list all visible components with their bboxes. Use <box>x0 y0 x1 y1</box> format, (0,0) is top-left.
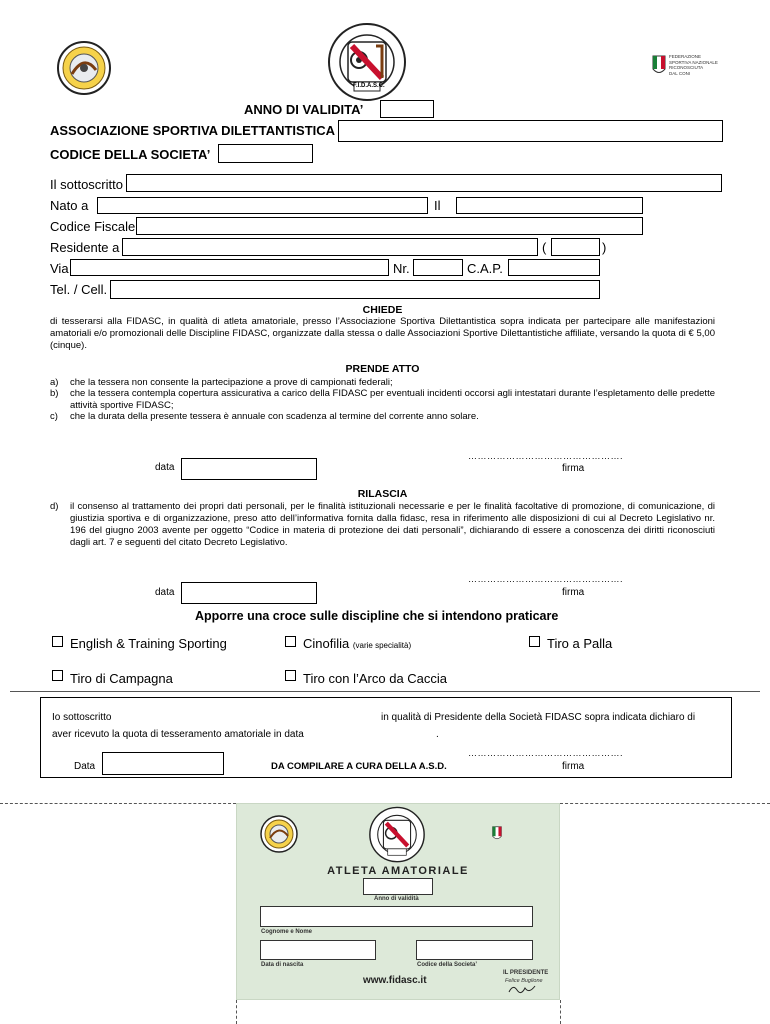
card-presidente-name: Felice Buglione <box>505 978 543 984</box>
data-nascita-field[interactable] <box>456 197 643 214</box>
coni-line2: SPORTIVA NAZIONALE <box>669 59 718 65</box>
firma-dots-2: …………………………………………. <box>468 574 624 584</box>
data-field-2[interactable] <box>181 582 317 604</box>
membership-card <box>236 803 560 1000</box>
card-nascita-label: Data di nascita <box>261 962 304 968</box>
associazione-field[interactable] <box>338 120 723 142</box>
tiro-arco-checkbox[interactable] <box>285 670 296 681</box>
firma-dots-3: …………………………………………. <box>468 748 624 758</box>
coni-line1: FEDERAZIONE <box>669 54 702 59</box>
card-codice-label: Codice della Societa’ <box>417 962 478 968</box>
coni-logo <box>652 53 718 79</box>
card-presidente-label: IL PRESIDENTE <box>503 970 549 976</box>
cut-line-vertical-right <box>560 1000 561 1024</box>
codice-fiscale-label: Codice Fiscale <box>50 219 136 234</box>
cinofilia-label <box>303 636 411 651</box>
residente-field[interactable] <box>122 238 538 256</box>
tiro-campagna-checkbox[interactable] <box>52 670 63 681</box>
sottoscritto-label: Il sottoscritto <box>50 177 123 192</box>
coni-line4: DAL CONI <box>669 70 691 76</box>
anno-validita-field[interactable] <box>380 100 434 118</box>
firma-label-3: firma <box>562 761 585 772</box>
codice-societa-label: CODICE DELLA SOCIETA’ <box>50 147 211 162</box>
data-field-1[interactable] <box>181 458 317 480</box>
english-checkbox[interactable] <box>52 636 63 647</box>
english-label: English & Training Sporting <box>70 636 227 651</box>
rilascia-item-d: d) il consenso al trattamento dei propri dati personali, per le finalità istituzionali necessarie e per le finalità facoltative di promozione, di comunicazione, di giustizia sportiva e di organizzazione, preso atto dell’informativa fornita dalla fidasc, resa in riferimento alle disposizioni di cui al Decreto Legislativo nr. 196 del giugno 2003 avente per oggetto “Codice in materia di protezione dei dati personali”, dichiarando di essere a conoscenza dei diritti riconosciuti dagli art. 7 e seguenti del citato Decreto Legislativo. <box>50 501 715 548</box>
rilascia-title: RILASCIA <box>357 488 408 500</box>
paren-open: ( <box>542 240 547 255</box>
card-title: ATLETA AMATORIALE <box>327 865 469 877</box>
card-website: www.fidasc.it <box>363 975 427 986</box>
card-nascita-field[interactable] <box>260 940 376 960</box>
card-cognome-label: Cognome e Nome <box>261 929 313 935</box>
tiro-campagna-label: Tiro di Campagna <box>70 671 173 686</box>
fidasc-left-emblem <box>56 40 112 96</box>
codice-fiscale-field[interactable] <box>136 217 643 235</box>
fidasc-center-emblem <box>326 22 408 106</box>
coni-line3: RICONOSCIUTA <box>669 65 704 70</box>
nr-field[interactable] <box>413 259 463 276</box>
card-center-emblem-icon <box>367 806 427 866</box>
shield-emblem-icon <box>326 22 408 106</box>
divider-line-3 <box>560 803 770 804</box>
signature-icon <box>507 982 537 996</box>
in-qualita-label: in qualità di Presidente della Società FIDASC sopra indicata dichiaro di <box>381 712 696 723</box>
card-anno-label: Anno di validità <box>374 896 419 902</box>
data-label-2: data <box>155 587 175 598</box>
io-sottoscritto-label: Io sottoscritto <box>52 712 112 723</box>
prende-atto-title: PRENDE ATTO <box>345 363 420 375</box>
tiro-palla-label: Tiro a Palla <box>547 636 613 651</box>
cap-label: C.A.P. <box>467 261 503 276</box>
card-left-emblem-icon <box>259 814 299 854</box>
codice-societa-field[interactable] <box>218 144 313 163</box>
firma-dots-1: …………………………………………. <box>468 451 624 461</box>
tel-label: Tel. / Cell. <box>50 282 108 297</box>
via-field[interactable] <box>70 259 389 276</box>
circle-emblem-icon <box>56 40 112 96</box>
center-emblem-label: F.I.D.A.S.C. <box>353 83 385 89</box>
card-anno-field[interactable] <box>363 878 433 895</box>
paren-close: ) <box>602 240 607 255</box>
compilare-label: DA COMPILARE A CURA DELLA A.S.D. <box>271 761 447 772</box>
data-label-1: data <box>155 462 175 473</box>
tel-field[interactable] <box>110 280 600 299</box>
prende-atto-item-c: c) che la durata della presente tessera è annuale con scadenza al termine del corrente anno solare. <box>50 411 479 422</box>
anno-validita-label: ANNO DI VALIDITA’ <box>244 102 364 117</box>
cap-field[interactable] <box>508 259 600 276</box>
cut-line-vertical <box>236 1000 237 1024</box>
residente-label: Residente a <box>50 240 120 255</box>
card-cognome-field[interactable] <box>260 906 533 927</box>
card-codice-field[interactable] <box>416 940 533 960</box>
firma-label-2: firma <box>562 587 585 598</box>
nr-label: Nr. <box>393 261 410 276</box>
associazione-label: ASSOCIAZIONE SPORTIVA DILETTANTISTICA <box>50 123 336 138</box>
cinofilia-text: Cinofilia <box>303 636 350 651</box>
nato-field[interactable] <box>97 197 428 214</box>
aver-ricevuto-label: aver ricevuto la quota di tesseramento amatoriale in data <box>52 729 304 740</box>
firma-label-1: firma <box>562 463 585 474</box>
tiro-arco-label: Tiro con l’Arco da Caccia <box>303 671 448 686</box>
flag-shield-icon <box>652 55 666 77</box>
prende-atto-item-b: b) che la tessera contempla copertura assicurativa a carico della FIDASC per eventuali incidenti occorsi agli intestatari durante l’espletamento delle predette attività sportive FIDASC; <box>50 388 715 411</box>
card-flag-shield-icon <box>491 826 503 842</box>
prende-atto-item-a: a) che la tessera non consente la partecipazione a prove di campionati federali; <box>50 377 393 388</box>
cinofilia-note: (varie specialità) <box>352 641 412 650</box>
provincia-field[interactable] <box>551 238 600 256</box>
nato-label: Nato a <box>50 198 89 213</box>
period-mark: . <box>436 729 439 740</box>
chiede-text: di tesserarsi alla FIDASC, in qualità di atleta amatoriale, presso l’Associazione Sportiva Dilettantistica sopra indicata per partecipare alle manifestazioni amatoriali e/o promozionali delle Discipline FIDASC, organizzate dalla stessa o dalle Associazioni Sportive Dilettantistiche affiliate, versando la quota di € 5,00 (cinque). <box>50 316 715 351</box>
cinofilia-checkbox[interactable] <box>285 636 296 647</box>
via-label: Via <box>50 261 69 276</box>
divider-line-2 <box>0 803 236 804</box>
chiede-title: CHIEDE <box>362 304 403 316</box>
data-field-3[interactable] <box>102 752 224 775</box>
discipline-title: Apporre una croce sulle discipline che si intendono praticare <box>195 609 559 623</box>
sottoscritto-field[interactable] <box>126 174 722 192</box>
data-label-3: Data <box>74 761 96 772</box>
il-label: Il <box>434 198 441 213</box>
tiro-palla-checkbox[interactable] <box>529 636 540 647</box>
divider-line-1 <box>10 691 760 692</box>
